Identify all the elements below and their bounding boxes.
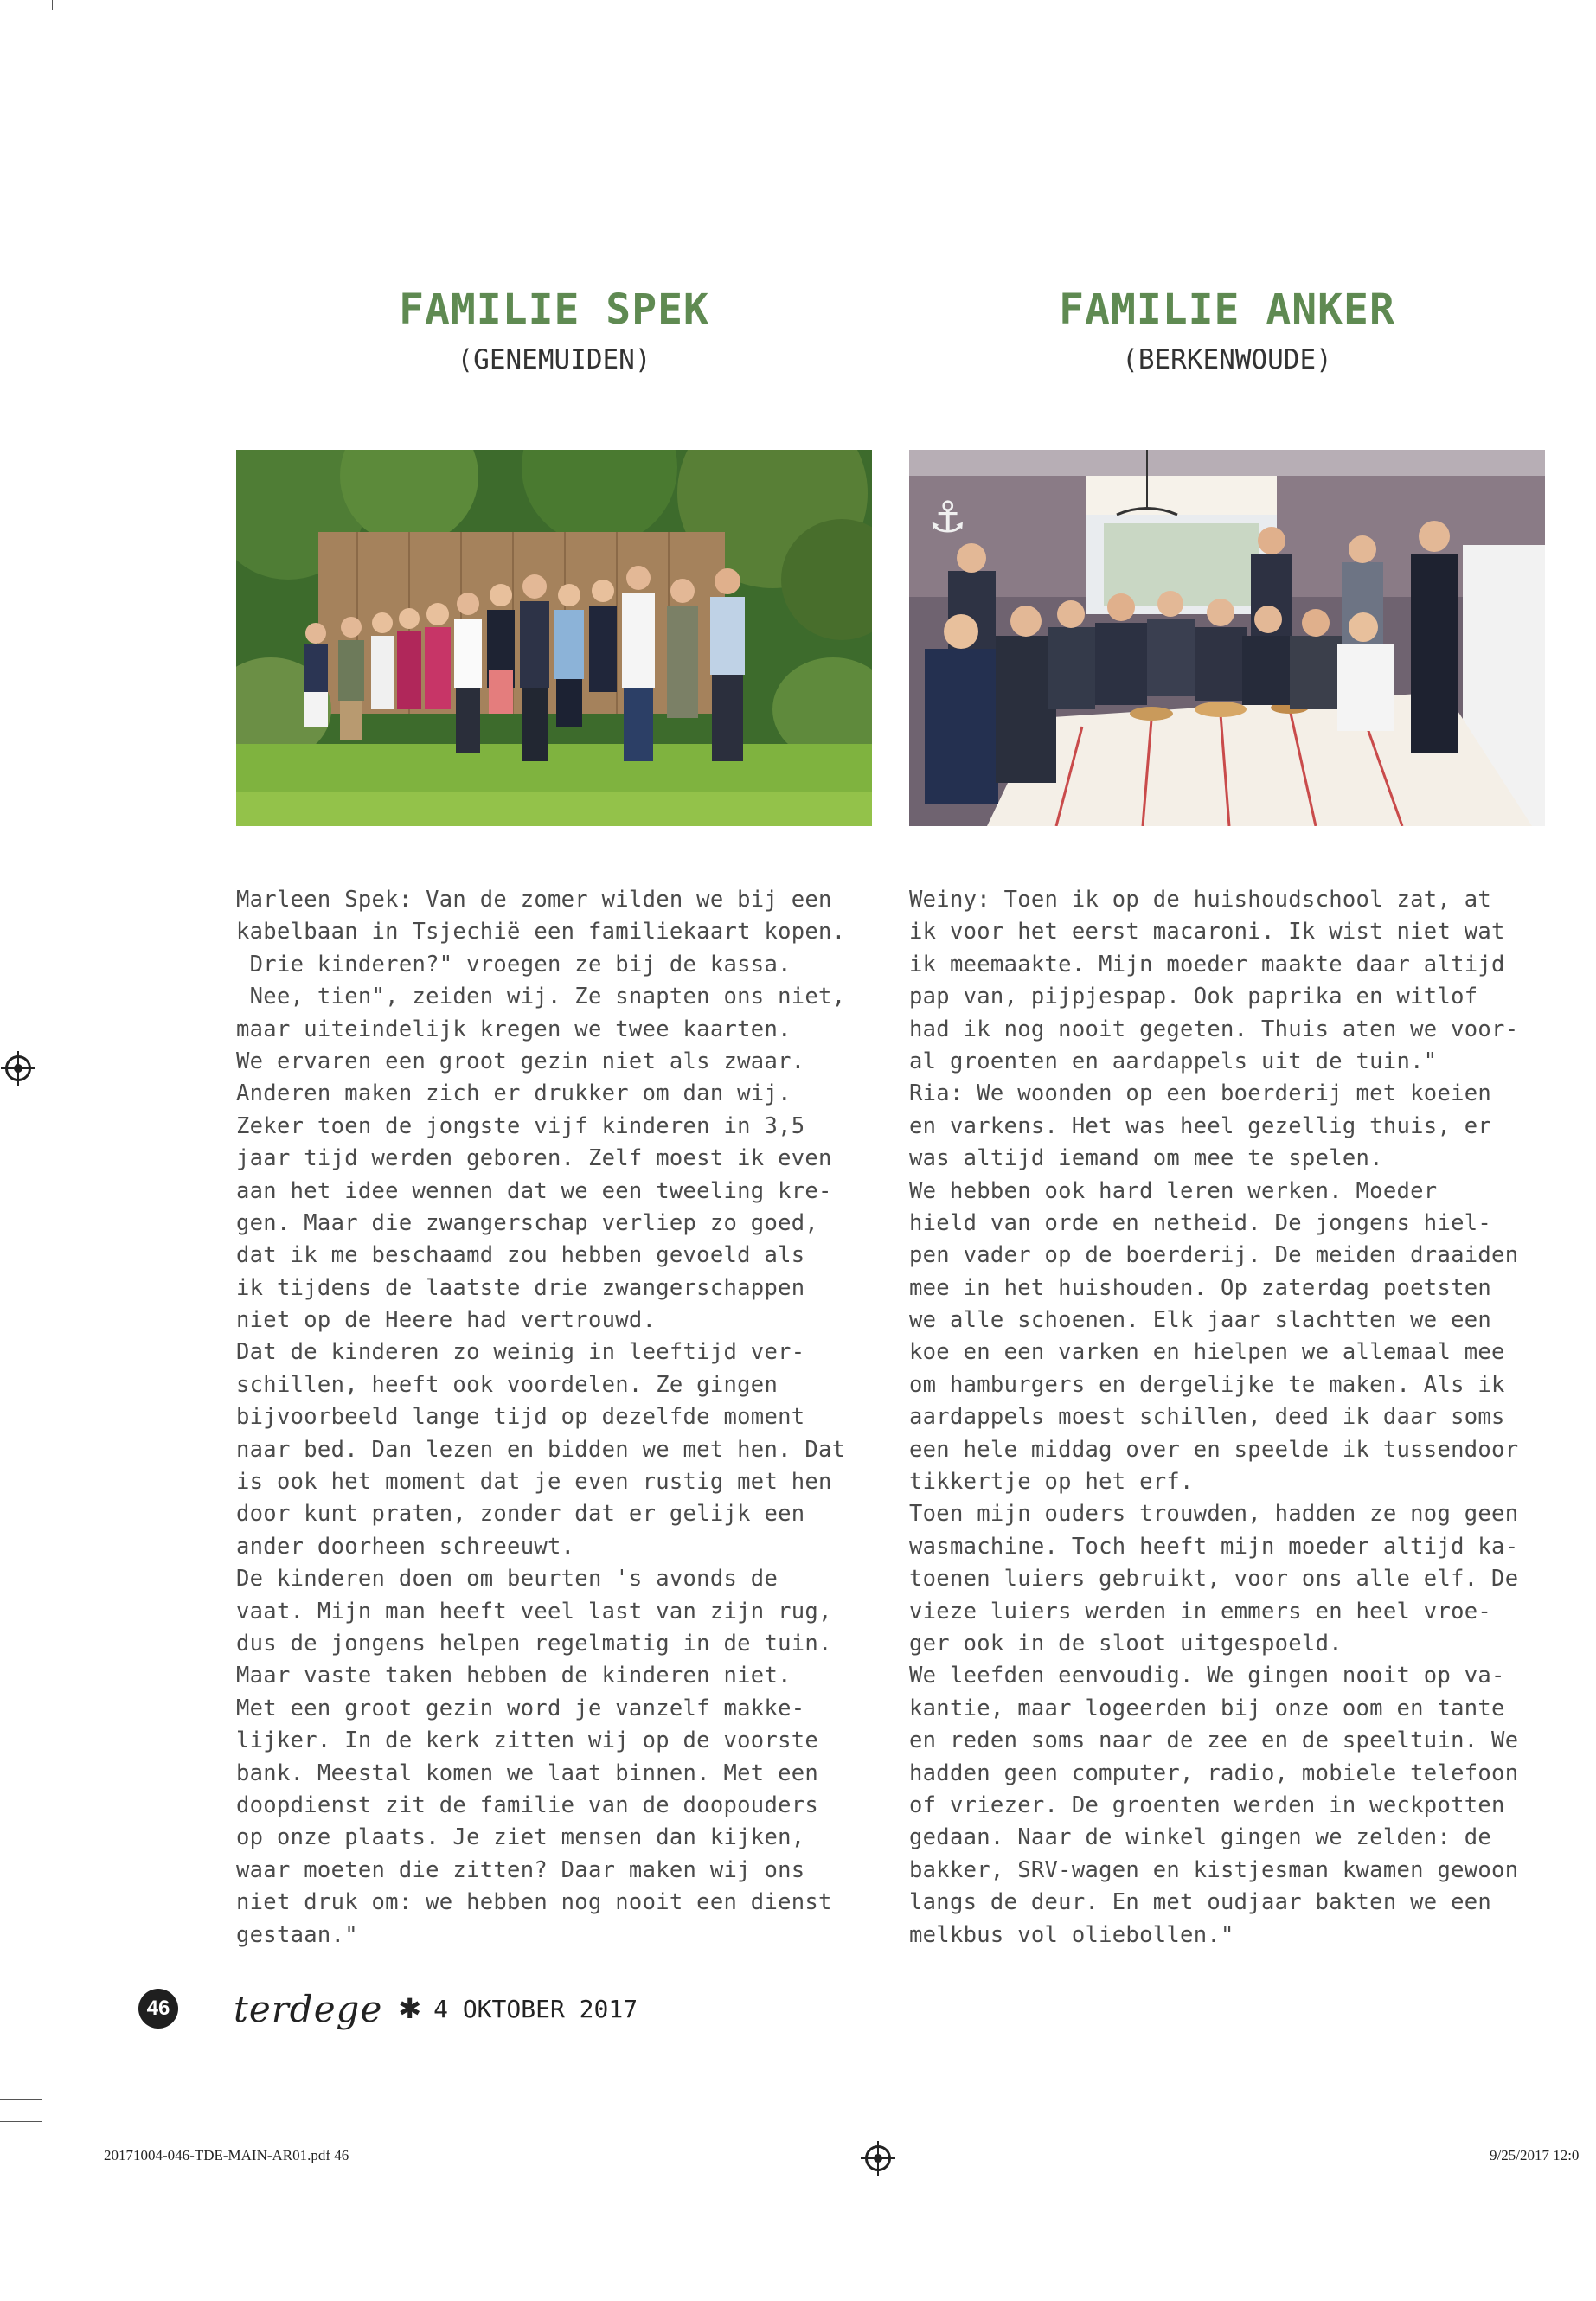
text-line: op onze plaats. Je ziet mensen dan kijken, (236, 1824, 805, 1851)
family-title-spek: FAMILIE SPEK (399, 285, 709, 334)
text-line: mee in het huishouden. Op zaterdag poetsten (909, 1274, 1492, 1301)
text-line: Zeker toen de jongste vijf kinderen in 3,5 (236, 1112, 805, 1139)
text-line: tikkertje op het erf. (909, 1469, 1194, 1496)
text-line: Toen mijn ouders trouwden, hadden ze nog geen (909, 1501, 1519, 1528)
text-line: bijvoorbeeld lange tijd op dezelfde moment (236, 1404, 805, 1431)
text-line: of vriezer. De groenten werden in weckpotten (909, 1791, 1505, 1818)
text-line: om hamburgers en dergelijke te maken. Als ik (909, 1371, 1505, 1398)
text-line: bank. Meestal komen we laat binnen. Met een (236, 1759, 819, 1786)
text-line: hadden geen computer, radio, mobiele telefoon (909, 1759, 1519, 1786)
text-line: Ria: We woonden op een boerderij met koeien (909, 1080, 1492, 1107)
text-line: We hebben ook hard leren werken. Moeder (909, 1177, 1438, 1204)
text-line: We ervaren een groot gezin niet als zwaar. (236, 1048, 805, 1074)
text-line: doopdienst zit de familie van de doopouders (236, 1791, 819, 1818)
text-line: maar uiteindelijk kregen we twee kaarten. (236, 1016, 792, 1042)
text-line: melkbus vol oliebollen." (909, 1921, 1234, 1948)
text-line: niet op de Heere had vertrouwd. (236, 1307, 657, 1334)
asterisk-icon: ✱ (398, 1992, 422, 2025)
text-line: hield van orde en netheid. De jongens hiel- (909, 1209, 1492, 1236)
article-text-spek (236, 884, 872, 1952)
text-line: toenen luiers gebruikt, voor ons alle elf. De (909, 1566, 1519, 1593)
text-line: kantie, maar logeerden bij onze oom en tante (909, 1695, 1505, 1721)
text-line: ander doorheen schreeuwt. (236, 1533, 575, 1560)
text-line: en reden soms naar de zee en de speeltuin. We (909, 1727, 1519, 1754)
text-line: aardappels moest schillen, deed ik daar soms (909, 1404, 1505, 1431)
family-location-anker: (BERKENWOUDE) (1122, 344, 1332, 375)
text-line: Anderen maken zich er drukker om dan wij. (236, 1080, 792, 1107)
crop-mark (52, 0, 53, 10)
text-line: ik tijdens de laatste drie zwangerschappen (236, 1274, 805, 1301)
text-line: dus de jongens helpen regelmatig in de tuin. (236, 1630, 832, 1657)
left-column-header (236, 285, 872, 377)
text-line: dat ik me beschaamd zou hebben gevoeld als (236, 1242, 805, 1269)
text-line: gestaan." (236, 1921, 358, 1948)
text-line: bakker, SRV-wagen en kistjesman kwamen gewoon (909, 1856, 1519, 1883)
text-line: Drie kinderen?" vroegen ze bij de kassa. (236, 951, 792, 977)
text-line: door kunt praten, zonder dat er gelijk een (236, 1501, 805, 1528)
text-line: ger ook in de sloot uitgespoeld. (909, 1630, 1343, 1657)
crop-mark (0, 2121, 42, 2122)
text-line: We leefden eenvoudig. We gingen nooit op va- (909, 1663, 1505, 1689)
text-line: was altijd iemand om mee te spelen. (909, 1145, 1383, 1172)
text-line: kabelbaan in Tsjechië een familiekaart kopen. (236, 919, 846, 945)
text-line: Met een groot gezin word je vanzelf makke- (236, 1695, 805, 1721)
text-line: waar moeten die zitten? Daar maken wij ons (236, 1856, 805, 1883)
text-line: koe en een varken en hielpen we allemaal mee (909, 1339, 1505, 1366)
text-line: vaat. Mijn man heeft veel last van zijn rug, (236, 1598, 832, 1625)
text-line: gen. Maar die zwangerschap verliep zo goed, (236, 1209, 819, 1236)
text-line: Nee, tien", zeiden wij. Ze snapten ons niet, (236, 984, 846, 1010)
text-line: jaar tijd werden geboren. Zelf moest ik even (236, 1145, 832, 1172)
issue-date: 4 OKTOBER 2017 (433, 1994, 638, 2023)
text-line: is ook het moment dat je even rustig met hen (236, 1469, 832, 1496)
text-line: had ik nog nooit gegeten. Thuis aten we voor- (909, 1016, 1519, 1042)
registration-mark-icon (5, 1055, 31, 1081)
family-location-spek: (GENEMUIDEN) (457, 344, 651, 375)
article-text-anker (909, 884, 1545, 1952)
text-line: pen vader op de boerderij. De meiden draaiden (909, 1242, 1519, 1269)
svg-text:⚓: ⚓ (928, 492, 967, 542)
text-line: gedaan. Naar de winkel gingen we zelden: de (909, 1824, 1492, 1851)
text-line: en varkens. Het was heel gezellig thuis, er (909, 1112, 1492, 1139)
crop-mark (0, 2099, 42, 2100)
page-footer (138, 1983, 638, 2035)
print-slug-timestamp: 9/25/2017 12:0 (1490, 2147, 1580, 2163)
text-line: al groenten en aardappels uit de tuin." (909, 1048, 1438, 1074)
text-line: vieze luiers werden in emmers en heel vroe- (909, 1598, 1492, 1625)
text-line: een hele middag over en speelde ik tussendoor (909, 1436, 1519, 1463)
print-slug-file: 20171004-046-TDE-MAIN-AR01.pdf 46 (104, 2147, 349, 2163)
registration-mark-icon (865, 2145, 891, 2171)
text-line: niet druk om: we hebben nog nooit een dienst (236, 1889, 832, 1916)
text-line: langs de deur. En met oudjaar bakten we een (909, 1889, 1492, 1916)
family-title-anker: FAMILIE ANKER (1059, 285, 1395, 334)
text-line: we alle schoenen. Elk jaar slachtten we een (909, 1307, 1492, 1334)
family-spek-photo (236, 450, 872, 826)
text-line: Maar vaste taken hebben de kinderen niet. (236, 1663, 792, 1689)
text-line: lijker. In de kerk zitten wij op de voorste (236, 1727, 819, 1754)
page-number-badge: 46 (138, 1989, 178, 2029)
text-line: pap van, pijpjespap. Ook paprika en witlof (909, 984, 1478, 1010)
text-line: Dat de kinderen zo weinig in leeftijd ver- (236, 1339, 805, 1366)
text-line: Marleen Spek: Van de zomer wilden we bij een (236, 887, 832, 913)
text-line: Weiny: Toen ik op de huishoudschool zat, at (909, 887, 1492, 913)
family-anker-photo (909, 450, 1545, 826)
text-line: naar bed. Dan lezen en bidden we met hen. Dat (236, 1436, 846, 1463)
text-line: schillen, heeft ook voordelen. Ze gingen (236, 1371, 779, 1398)
right-column-header (909, 285, 1545, 377)
text-line: wasmachine. Toch heeft mijn moeder altijd ka- (909, 1533, 1519, 1560)
text-line: ik meemaakte. Mijn moeder maakte daar altijd (909, 951, 1505, 977)
magazine-logo: terdege (234, 1987, 383, 2030)
text-line: ik voor het eerst macaroni. Ik wist niet wat (909, 919, 1505, 945)
text-line: De kinderen doen om beurten 's avonds de (236, 1566, 779, 1593)
text-line: aan het idee wennen dat we een tweeling kre- (236, 1177, 832, 1204)
